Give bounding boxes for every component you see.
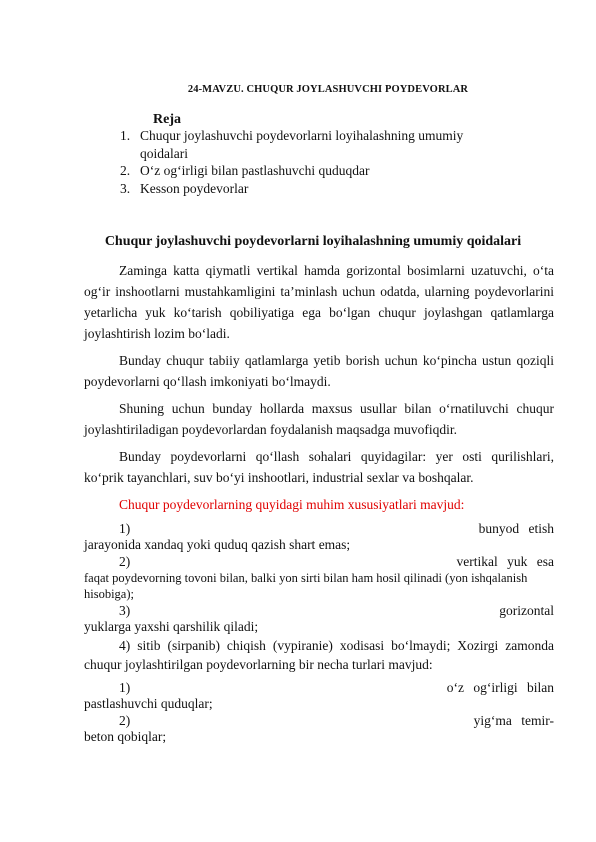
type-line-end: yig‘ma temir- [473,713,554,728]
feature-number: 2) [119,554,131,569]
type-number: 2) [119,713,131,728]
paragraph: Bunday chuqur tabiiy qatlamlarga yetib borish uchun ko‘pincha ustun qoziqli poydevorlarni qo‘llash imkoniyati bo‘lmaydi. [84,353,554,389]
plan-item [120,127,520,162]
paragraph: Zaminga katta qiymatli vertikal hamda gorizontal bosimlarni uzatuvchi, o‘ta og‘ir inshootlarni mustahkamligini ta’minlash uchun odatda, ularning poydevorlarini yetarlicha yuk ko‘tarish qobiliyatiga ega bo‘lgan chuqur joylashgan qatlamlarga joylashtirish lozim bo‘ladi. [84,263,554,341]
plan-list [120,127,520,197]
feature-line-end: gorizontal [499,603,554,618]
plan-item-number: 1. [120,128,131,143]
plan-item [120,180,520,198]
plan-item-text: Chuqur joylashuvchi poydevorlarni loyihalashning umumiy qoidalari [140,128,464,161]
highlighted-paragraph: Chuqur poydevorlarning quyidagi muhim xususiyatlari mavjud: [119,497,465,512]
paragraph: 4) sitib (sirpanib) chiqish (vypiranie) xodisasi bo‘lmaydi; Xozirgi zamonda chuqur joylashtirilgan poydevorlarning bir necha turlari mavjud: [84,638,554,672]
feature-item [84,554,554,602]
plan-item-text: O‘z og‘irligi bilan pastlashuvchi quduqdar [140,163,370,178]
paragraph: Bunday poydevorlarni qo‘llash sohalari quyidagilar: yer osti qurilishlari, ko‘prik tayanchlari, suv bo‘yi inshootlari, industrial sexlar va boshqalar. [84,449,554,485]
type-item [84,680,554,712]
plan-heading: Reja [153,112,181,127]
feature-continuation: yuklarga yaxshi qarshilik qiladi; [84,619,259,634]
paragraph: Shuning uchun bunday hollarda maxsus usullar bilan o‘rnatiluvchi chuqur joylashtiriladigan poydevorlardan foydalanish maqsadga muvofiqdir. [84,401,554,437]
section-heading: Chuqur joylashuvchi poydevorlarni loyihalashning umumiy qoidalari [104,234,522,249]
feature-line-end: bunyod etish [478,521,554,536]
plan-item-number: 3. [120,180,131,196]
type-continuation: beton qobiqlar; [84,729,167,744]
type-continuation: pastlashuvchi quduqlar; [84,696,213,711]
type-line-end: o‘z og‘irligi bilan [446,680,554,695]
type-number: 1) [119,680,131,695]
feature-continuation: faqat poydevorning tovoni bilan, balki yon sirti bilan ham hosil qilinadi (yon ishqalanish hisobiga); [84,571,528,601]
plan-item [120,162,520,180]
document-body [84,260,554,746]
feature-continuation: jarayonida xandaq yoki quduq qazish shart emas; [84,537,351,552]
plan-item-text: Kesson poydevorlar [140,180,249,196]
feature-line-end: vertikal yuk esa [456,554,554,569]
document-title: 24-MAVZU. CHUQUR JOYLASHUVCHI POYDEVORLAR [187,84,469,95]
type-item [84,713,554,745]
plan-item-number: 2. [120,163,131,178]
feature-number: 1) [119,521,131,536]
feature-item [84,603,554,635]
feature-number: 3) [119,603,131,618]
feature-item [84,521,554,553]
